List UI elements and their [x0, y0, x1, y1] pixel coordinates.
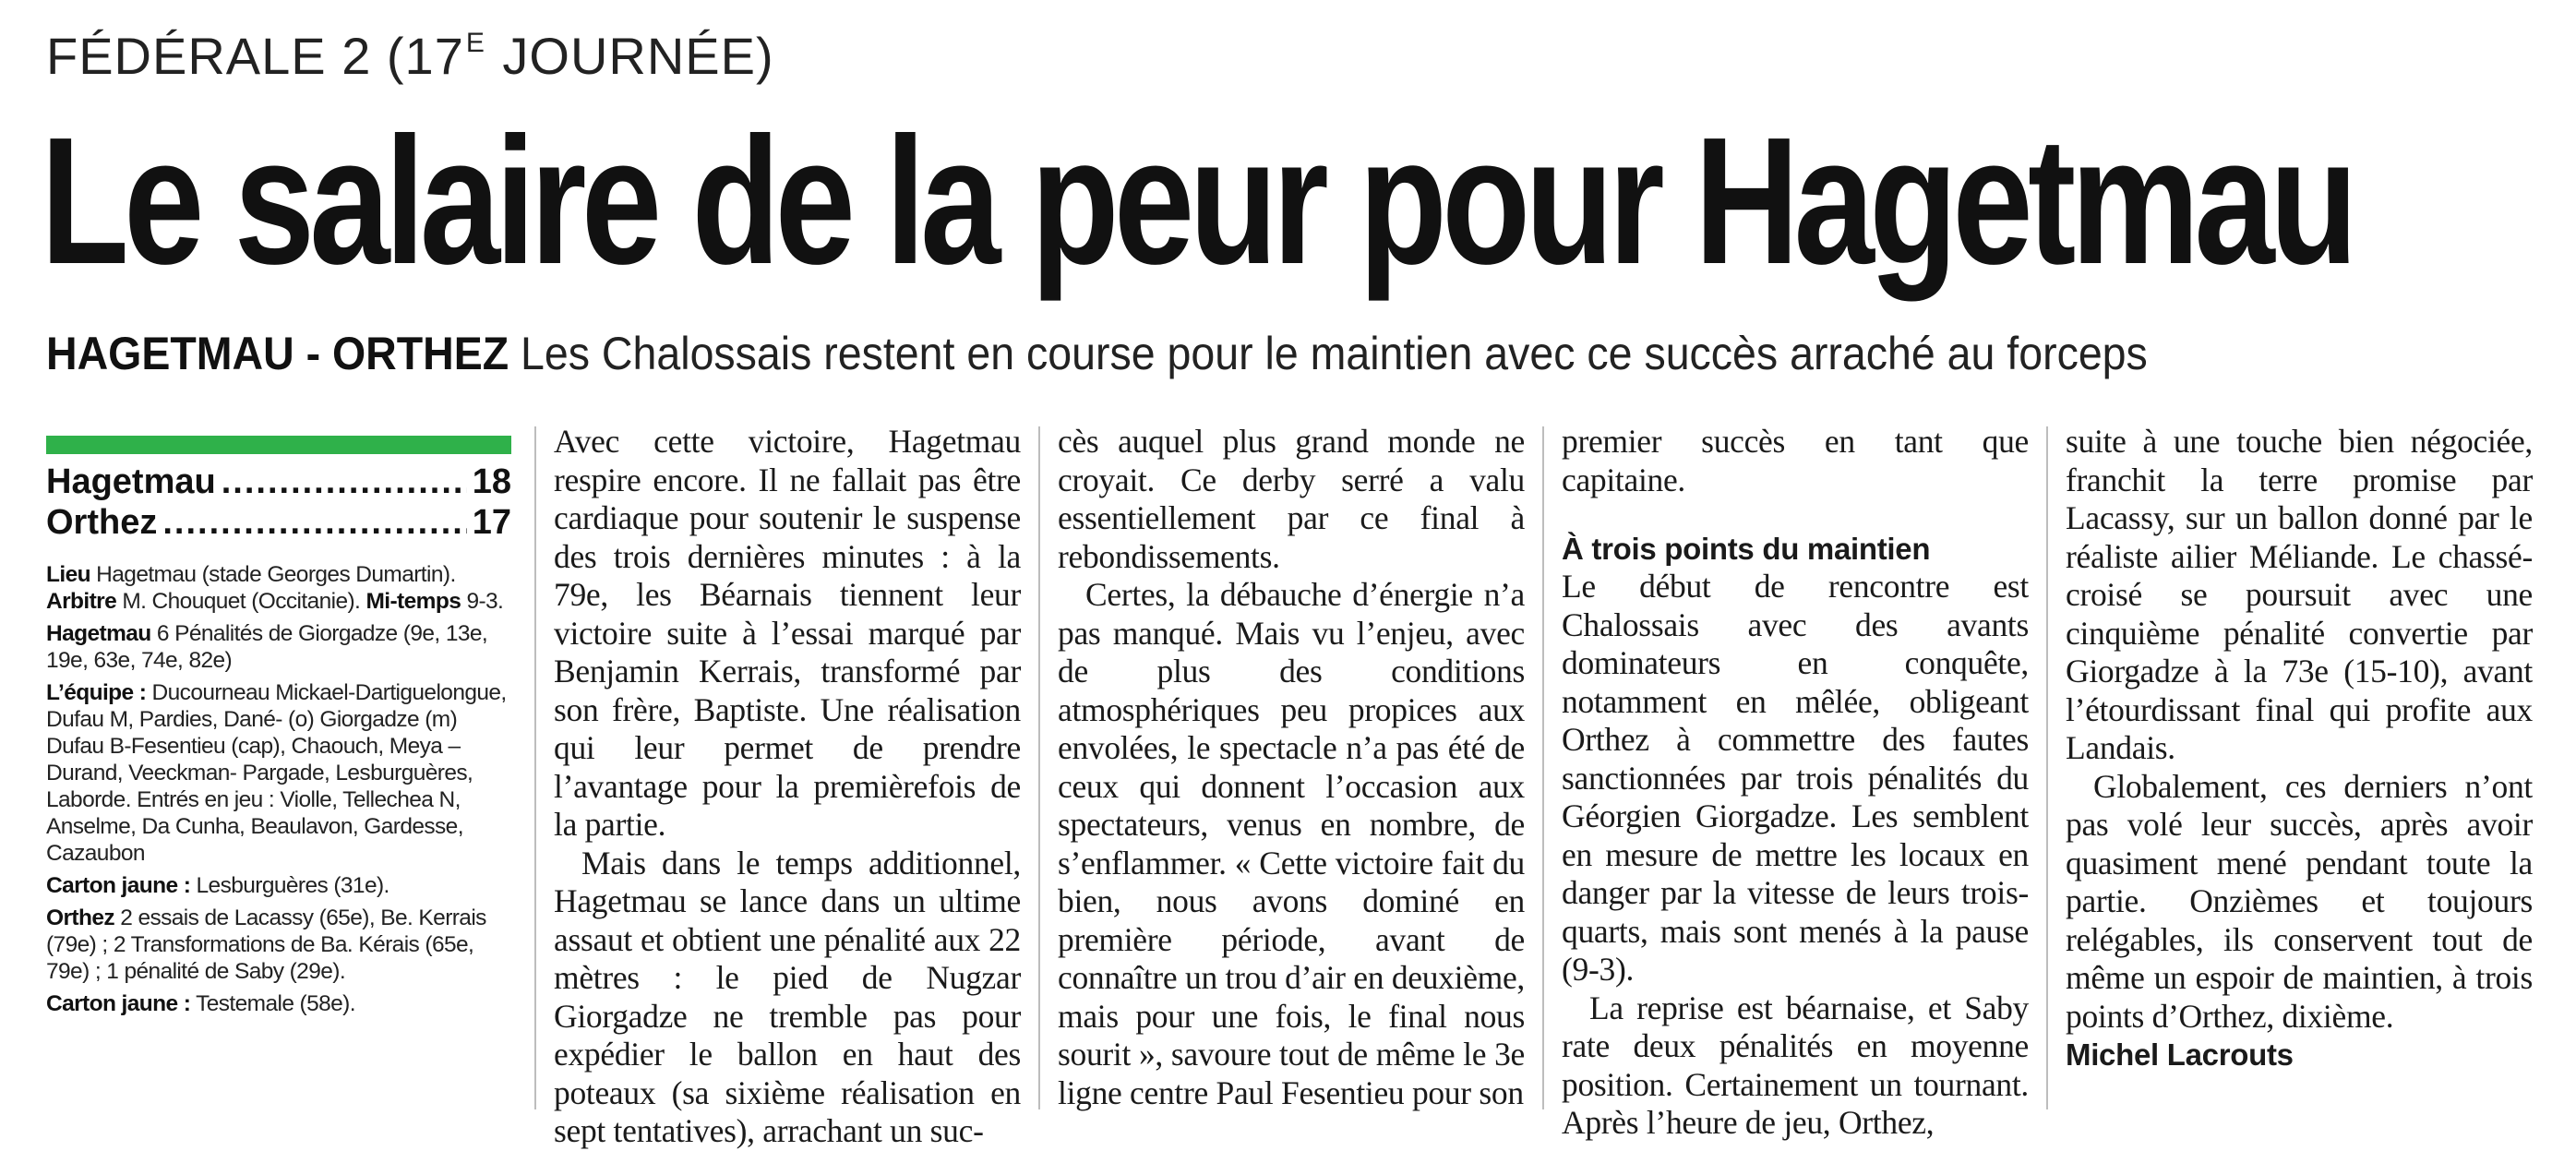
body-column-2 — [1058, 423, 1525, 1112]
leader-dots — [222, 462, 467, 502]
facts-away-scoring — [46, 905, 517, 985]
body-paragraph: La reprise est béarnaise, et Saby rate deux pénalités en moyenne position. Certainement un tournant. Après l’heure de jeu, Orthez, — [1562, 989, 2029, 1141]
body-paragraph: premier succès en tant que capitaine. — [1562, 423, 2029, 498]
facts-home-lineup — [46, 679, 517, 867]
subhead-text: Les Chalossais restent en course pour le maintien avec ce succès arraché au forceps — [509, 328, 2148, 379]
headline: Le salaire de la peur pour Hagetmau — [41, 100, 2354, 302]
body-paragraph: Certes, la débauche d’énergie n’a pas manqué. Mais vu l’enjeu, avec de plus des conditions atmosphériques peu propices aux envolées, le spectacle n’a pas été de ceux qui donnent l’occasion aux spectateurs, venus en nombre, de s’enflammer. « Cette victoire fait du bien, nous avons dominé en première période, avant de connaître un trou d’air en deuxième, mais pour une fois, le final nous sourit », savoure tout de même le 3e ligne centre Paul Fesentieu pour son — [1058, 576, 1525, 1111]
facts-general — [46, 561, 517, 615]
body-paragraph: Globalement, ces derniers n’ont pas volé leur succès, après avoir quasiment mené pendant toute la partie. Onzièmes et toujours relégables, ils conservent tout de même un espoir de maintien, à trois points d’Orthez, dixième. — [2066, 767, 2533, 1035]
body-column-4 — [2066, 423, 2533, 1074]
match-facts — [46, 561, 517, 1023]
kicker-superscript: E — [465, 28, 485, 58]
leader-dots — [162, 502, 466, 543]
facts-away-card — [46, 990, 517, 1017]
halftime-score: 9-3. — [461, 589, 504, 614]
score-box — [46, 462, 511, 543]
body-paragraph: Le début de rencontre est Chalossais avec des avants dominateurs en conquête, notamment en mêlée, obligeant Orthez à commettre des fautes sanctionnées par trois pénalités du Géorgien Giorgadze. Les semblent en mesure de mettre les locaux en danger par la vitesse de leurs trois-quarts, mais sont menés à la pause (9-3). — [1562, 568, 2029, 988]
away-team-label: Orthez — [46, 905, 114, 930]
home-team-label: Hagetmau — [46, 621, 151, 646]
body-paragraph: cès auquel plus grand monde ne croyait. Ce derby serré a valu essentiellement par ce final à rebondissements. — [1058, 423, 1525, 575]
home-scoring: 6 Pénalités de Giorgadze (9e, 13e, 19e, 63e, 74e, 82e) — [46, 621, 488, 673]
facts-home-card — [46, 872, 517, 899]
home-team: Hagetmau — [46, 462, 216, 501]
author-signature: Michel Lacrouts — [2066, 1037, 2294, 1072]
section-kicker — [46, 26, 774, 86]
kicker-text-end: JOURNÉE) — [486, 27, 774, 85]
away-scoring: 2 essais de Lacassy (65e), Be. Kerrais (79e) ; 2 Transformations de Ba. Kérais (65e, 79e) ; 1 pénalité de Saby (29e). — [46, 905, 486, 984]
body-paragraph: Mais dans le temps additionnel, Hagetmau se lance dans un ultime assaut et obtient une pénalité aux 22 mètres : le pied de Nugzar Giorgadze ne tremble pas pour expédier le ballon en haut des poteaux (sa sixième réalisation en sept tentatives), arrachant un suc- — [554, 844, 1021, 1149]
body-paragraph: suite à une touche bien négociée, franchit la terre promise par Lacassy, sur un ballon donné par le réaliste ailier Méliande. Le chassé-croisé se poursuit avec une cinquième pénalité convertie par Giorgadze à la 73e (15-10), avant l’étourdissant final qui profite aux Landais. — [2066, 423, 2533, 766]
venue-label: Lieu — [46, 562, 90, 587]
column-rule — [1038, 426, 1040, 1109]
away-yellow-card: Testemale (58e). — [190, 991, 355, 1016]
column-rule — [534, 426, 536, 1109]
halftime-label: Mi-temps — [365, 589, 461, 614]
body-column-3 — [1562, 423, 2029, 1143]
score-row-away — [46, 502, 511, 543]
yellow-card-label: Carton jaune : — [46, 873, 191, 898]
column-rule — [2046, 426, 2048, 1109]
home-points: 18 — [472, 462, 511, 501]
lineup-label: L’équipe : — [46, 680, 147, 705]
kicker-text: FÉDÉRALE 2 (17 — [46, 27, 464, 85]
referee: M. Chouquet (Occitanie). — [116, 589, 366, 614]
score-accent-bar — [46, 436, 511, 454]
section-heading: À trois points du maintien — [1562, 532, 1931, 566]
home-yellow-card: Lesburguères (31e). — [190, 873, 389, 898]
body-paragraph: Avec cette victoire, Hagetmau respire encore. Il ne fallait pas être cardiaque pour soutenir le suspense des trois dernières minutes : à la 79e, les Béarnais tiennent leur victoire suite à l’essai marqué par Benjamin Kerrais, transformé par son frère, Baptiste. Une réalisation qui leur permet de prendre l’avantage pour la premièrefois de la partie. — [554, 423, 1021, 843]
facts-home-scoring — [46, 620, 517, 674]
body-column-1 — [554, 423, 1021, 1151]
subhead-match: HAGETMAU - ORTHEZ — [46, 328, 509, 379]
score-row-home — [46, 462, 511, 502]
away-team: Orthez — [46, 503, 158, 542]
home-lineup: Ducourneau Mickael-Dartiguelongue, Dufau M, Pardies, Dané- (o) Giorgadze (m) Dufau B-Fesentieu (cap), Chaouch, Meya – Durand, Veeckman- Pargade, Lesburguères, Laborde. Entrés en jeu : Violle, Tellechea N, Anselme, Da Cunha, Beaulavon, Gardesse, Cazaubon — [46, 680, 507, 866]
subheadline — [46, 327, 2148, 380]
column-rule — [1542, 426, 1544, 1109]
away-points: 17 — [472, 503, 511, 542]
yellow-card-label: Carton jaune : — [46, 991, 191, 1016]
venue: Hagetmau (stade Georges Dumartin). — [90, 562, 456, 587]
referee-label: Arbitre — [46, 589, 117, 614]
